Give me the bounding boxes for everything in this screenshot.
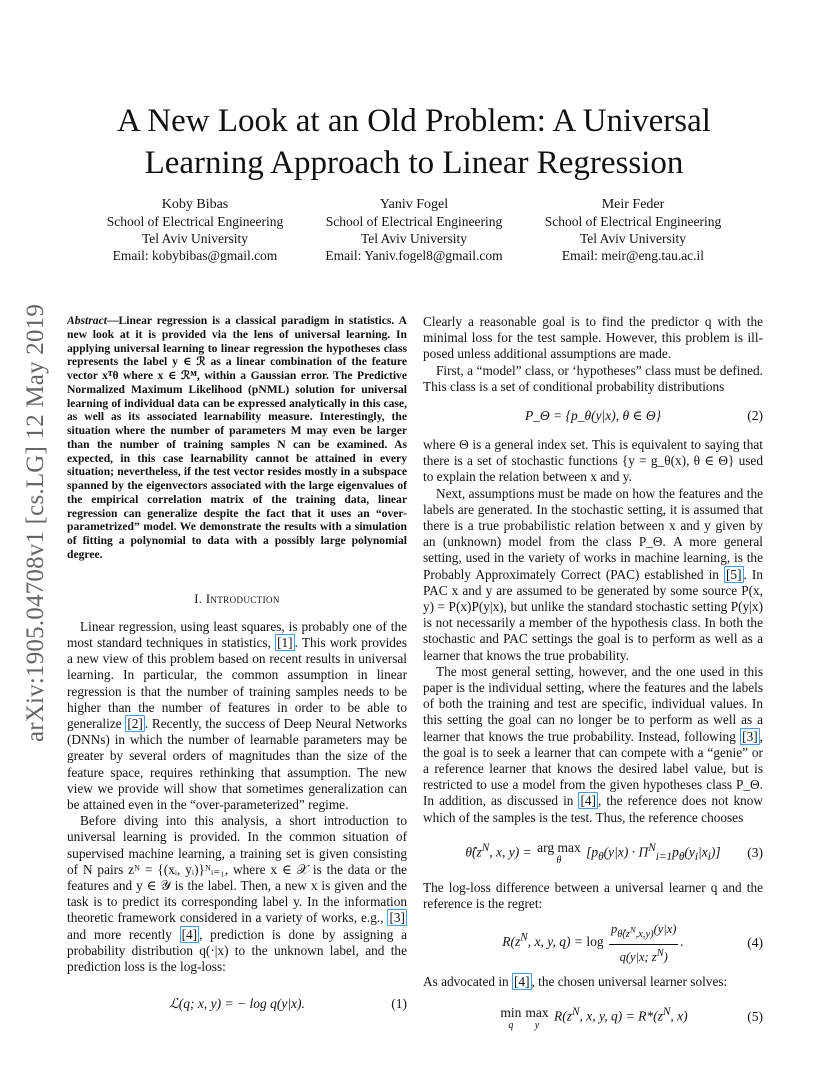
author-email[interactable]: Email: kobybibas@gmail.com	[112, 248, 278, 263]
citation-link[interactable]: [3]	[389, 910, 405, 926]
intro-paragraph-1	[67, 619, 407, 813]
paper-title	[84, 100, 744, 184]
right-paragraph-4	[423, 486, 763, 664]
equation-2-body: P_Θ = {p_θ(y|x), θ ∈ Θ}	[524, 407, 662, 423]
right-paragraph-5	[423, 664, 763, 826]
text-span: The most general setting, however, and the one used in this paper is the individual setting, where the features and the labels of both the training and test are specific, individual values. In this setting the goal can no longer be to perform as well as a learner that knows the true probability. Instead, following	[423, 663, 763, 744]
abstract-text: —Linear regression is a classical paradigm in statistics. A new look at it is provided via the lens of universal learning. In applying universal learning to linear regression the hypotheses class represents the label y ∈ ℛ as a linear combination of the feature vector xᵀθ where x ∈ ℛᴹ, within a Gaussian error. The Predictive Normalized Maximum Likelihood (pNML) solution for universal learning of individual data can be expressed analytically in this case, as well as its associated learnability measure. Interestingly, the situation where the number of parameters M may even be larger than the number of training samples N can be examined. As expected, in this case learnability cannot be attained in every situation; nevertheless, if the test vector resides mostly in a subspace spanned by the eigenvectors associated with the large eigenvalues of the empirical correlation matrix of the training data, linear regression can generalize despite the fact that it uses an “over-parametrized” model. We demonstrate the results with a simulation of fitting a polynomial to data with a possibly large polynomial degree.	[67, 314, 407, 561]
equation-number: (3)	[747, 844, 763, 860]
text-span: , the reference does not know which of the samples is the test. Thus, the reference chooses	[423, 793, 763, 825]
text-span: . Recently, the success of Deep Neural Networks (DNNs) in which the number of learnable parameters may be greater by several orders of magnitudes than the size of the feature space, requires rethinking that assumption. The new view we provide will show that sometimes generalization can be attained even in the “over-parameterized” regime.	[67, 715, 407, 812]
equation-5-body: min q max y $R(z^N$, x, y, $q) = R*(z^N$, x)	[500, 1004, 688, 1031]
right-paragraph-6: The log-loss difference between a universal learner q and the reference is the regret:	[423, 879, 763, 912]
author-2	[294, 196, 534, 264]
left-column	[67, 314, 407, 1025]
equation-4	[423, 918, 763, 968]
author-email[interactable]: Email: Yaniv.fogel8@gmail.com	[325, 248, 503, 263]
right-paragraph-1: Clearly a reasonable goal is to find the predictor q with the minimal loss for the test sample. However, this problem is ill-posed unless additional assumptions are made.	[423, 314, 763, 362]
author-dept: School of Electrical Engineering	[544, 214, 722, 229]
text-span: , prediction is done by assigning a probability distribution q(·|x) to the unknown label, and the prediction loss is the log-loss:	[67, 926, 407, 974]
text-span: . This work provides a new view of this problem based on recent results in universal learning. In particular, the common assumption in linear regression is that the number of training samples needs to be higher than the number of features in order to be able to generalize	[67, 634, 407, 731]
author-dept: School of Electrical Engineering	[325, 214, 503, 229]
right-paragraph-7	[423, 974, 763, 990]
citation-link[interactable]: [2]	[127, 715, 143, 731]
equation-number: (5)	[747, 1009, 763, 1025]
abstract	[67, 314, 407, 562]
text-span: As advocated in	[423, 974, 512, 990]
title-line-1: A New Look at an Old Problem: A Universal	[117, 103, 711, 139]
equation-number: (4)	[747, 935, 763, 951]
citation-link[interactable]: [1]	[277, 634, 293, 650]
citation-link[interactable]: [4]	[181, 926, 198, 942]
citation-link[interactable]: [4]	[514, 974, 530, 990]
citation-link[interactable]: [4]	[580, 793, 596, 809]
right-paragraph-2: First, a “model” class, or ‘hypotheses” class must be defined. This class is a set of conditional probability distributions	[423, 362, 763, 394]
right-column	[423, 314, 763, 1045]
author-email[interactable]: Email: meir@eng.tau.ac.il	[561, 248, 705, 263]
citation-link[interactable]: [3]	[742, 728, 758, 744]
author-dept: School of Electrical Engineering	[106, 214, 284, 229]
intro-paragraph-2	[67, 813, 407, 975]
text-span: and more recently	[67, 926, 180, 942]
text-span: , the chosen universal learner solves:	[531, 974, 728, 990]
equation-number: (1)	[391, 996, 407, 1012]
equation-1	[67, 989, 407, 1019]
section-heading-introduction: I. Introduction	[194, 591, 280, 606]
author-univ: Tel Aviv University	[579, 231, 687, 246]
author-1	[75, 196, 315, 264]
text-span: Linear regression, using least squares, is probably one of the most standard techniques in statistics,	[67, 618, 407, 650]
title-line-2: Learning Approach to Linear Regression	[144, 145, 684, 181]
equation-5	[423, 997, 763, 1039]
right-paragraph-3: where Θ is a general index set. This is equivalent to saying that there is a set of stochastic functions {y = g_θ(x), θ ∈ Θ} used to explain the relation between x and y.	[423, 437, 763, 485]
abstract-label: Abstract	[67, 314, 107, 327]
author-name: Koby Bibas	[161, 197, 229, 212]
author-name: Yaniv Fogel	[379, 197, 449, 212]
author-name: Meir Feder	[601, 197, 665, 212]
equation-2	[423, 401, 763, 431]
author-univ: Tel Aviv University	[141, 231, 249, 246]
equation-3-body: $\thetâ(z^N$, x, y) = arg max θ $[p_\theta(y|x) \cdot \Pi^N_{i=1}p_\theta(y_i|x_i)]$	[465, 839, 721, 867]
arxiv-stamp	[20, 285, 52, 760]
arxiv-stamp-text: arXiv:1905.04708v1 [cs.LG] 12 May 2019	[22, 303, 49, 742]
citation-link[interactable]: [5]	[726, 566, 742, 582]
text-span: Next, assumptions must be made on how the features and the labels are generated. In the stochastic setting, it is assumed that there is a true probabilistic relation between x and y given by an (unknown) model from the class P_Θ. A more general setting, used in the variety of works in machine learning, is the Probably Approximately Correct (PAC) established in	[423, 485, 763, 582]
equation-1-body: ℒ(q; x, y) = − log q(y|x).	[169, 996, 305, 1012]
equation-3	[423, 832, 763, 874]
equation-4-body: $R(z^N$, x, y, q) = log $\frac{p_{\thetâ(z^N,x,y)}(y|x)}{q(y|x; z^N)}$ .	[502, 922, 684, 965]
author-univ: Tel Aviv University	[360, 231, 468, 246]
text-span: . In PAC x and y are assumed to be generated by some source P(x, y) = P(x)P(y|x), but unlike the standard stochastic setting P(y|x) is not necessarily a member of the hypothesis class. In both the stochastic and PAC settings the goal is to perform as well as a learner that knows the true probability.	[423, 566, 763, 663]
equation-number: (2)	[747, 407, 763, 423]
text-span: Before diving into this analysis, a short introduction to universal learning is provided. In the common situation of supervised machine learning, a training set is given consisting of N pairs zᴺ = {(xᵢ, yᵢ)}ᴺᵢ₌₁, where x ∈ 𝒳 is the data or the features and y ∈ 𝒴 is the label. Then, a new x is given and the task is to predict its corresponding label y. In the information theoretic framework considered in a variety of works, e.g.,	[67, 813, 407, 926]
author-3	[513, 196, 753, 264]
text-span: , the goal is to seek a learner that can compete with a “genie” or a reference learner that knows the desired label value, but is restricted to use a model from the given hypotheses class P_Θ. In addition, as discussed in	[423, 728, 763, 809]
